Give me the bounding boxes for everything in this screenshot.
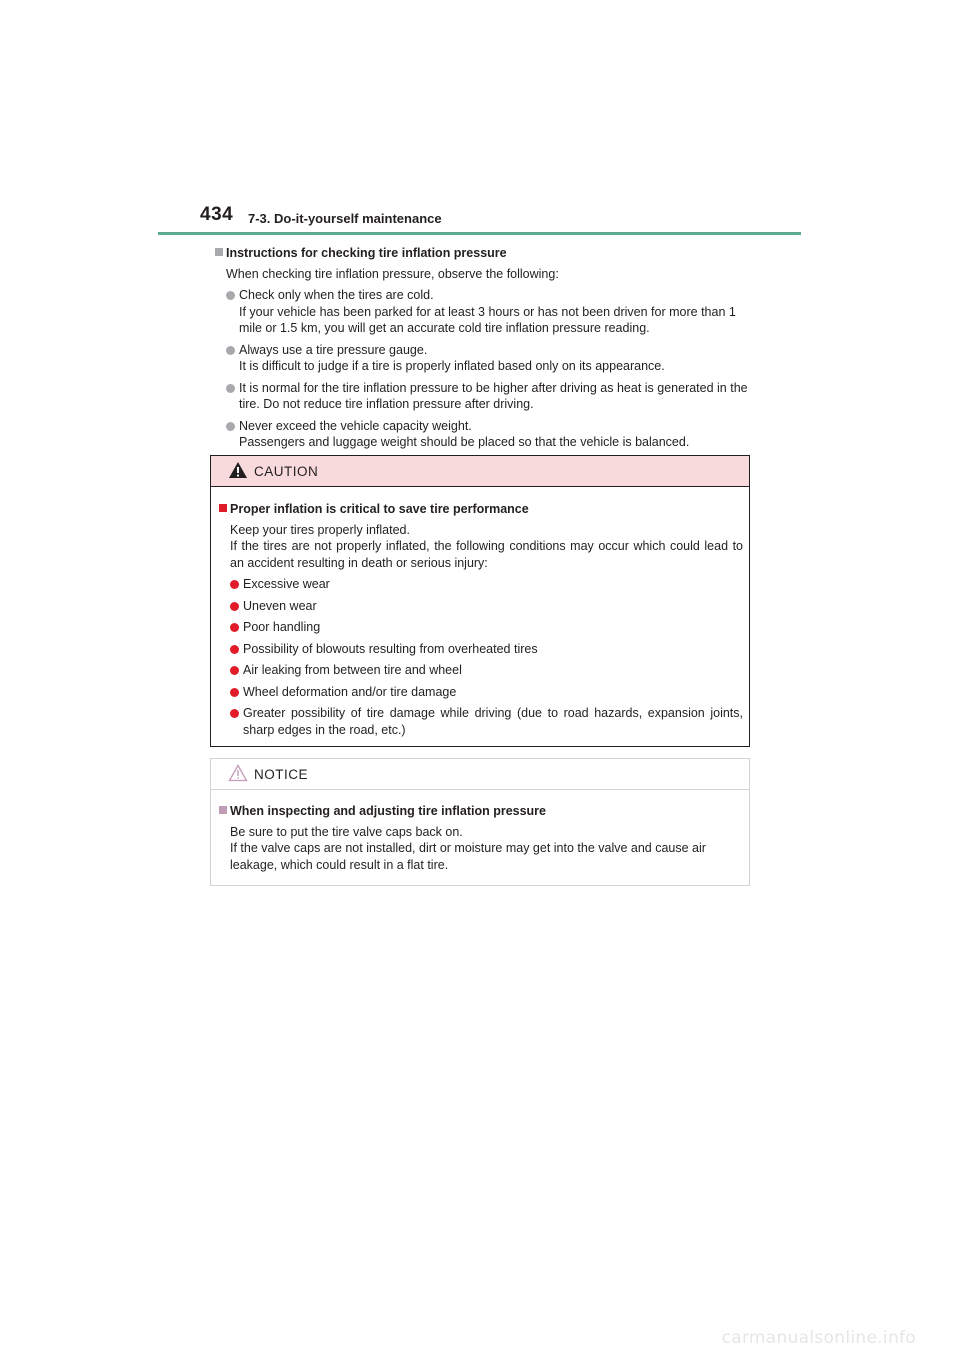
list-item-text: Air leaking from between tire and wheel [243, 663, 462, 677]
list-item [215, 342, 755, 375]
notice-header [211, 759, 749, 790]
list-item [219, 598, 743, 615]
square-bullet-icon [215, 248, 223, 256]
caution-heading [219, 501, 743, 518]
caution-box [210, 455, 750, 747]
notice-triangle-icon [228, 764, 248, 782]
list-item-text: Possibility of blowouts resulting from overheated tires [243, 641, 538, 656]
list-item [219, 619, 743, 636]
list-item-text: Excessive wear [243, 577, 330, 591]
bullet-dot-icon [226, 422, 235, 431]
notice-body [219, 803, 743, 873]
section-title: 7-3. Do-it-yourself maintenance [248, 211, 442, 226]
list-item-title: Check only when the tires are cold. [239, 288, 434, 302]
instructions-list [215, 287, 755, 451]
list-item [215, 380, 755, 413]
notice-box [210, 758, 750, 886]
list-item [215, 287, 755, 337]
list-item-text: Uneven wear [243, 598, 317, 613]
list-item-text: Greater possibility of tire damage while driving (due to road hazards, expansion joints, sharp edges in the road, etc.) [243, 706, 743, 737]
list-item-text: It is difficult to judge if a tire is properly inflated based only on its appearance. [239, 359, 665, 373]
instructions-intro: When checking tire inflation pressure, observe the following: [226, 266, 559, 281]
bullet-dot-icon [226, 346, 235, 355]
caution-body [219, 501, 743, 738]
list-item-text: Passengers and luggage weight should be placed so that the vehicle is balanced. [239, 435, 690, 449]
instructions-heading-text: Instructions for checking tire inflation pressure [226, 246, 507, 260]
bullet-dot-icon [230, 602, 239, 611]
list-item-text: It is normal for the tire inflation pressure to be higher after driving as heat is generated in the tire. Do not reduce tire inflation pressure after driving. [239, 380, 748, 411]
bullet-dot-icon [230, 688, 239, 697]
watermark: carmanualsonline.info [721, 1328, 916, 1348]
notice-text-2: If the valve caps are not installed, dirt or moisture may get into the valve and cause air leakage, which could result in a flat tire. [230, 841, 706, 872]
caution-intro-2: If the tires are not properly inflated, the following conditions may occur which could lead to an accident resulting in death or serious injury: [230, 539, 743, 570]
notice-label: NOTICE [254, 767, 309, 782]
instructions-section [215, 245, 755, 451]
list-item-text: Poor handling [243, 620, 321, 634]
square-bullet-icon [219, 806, 227, 814]
list-item [215, 418, 755, 451]
list-item-title: Always use a tire pressure gauge. [239, 342, 428, 357]
caution-intro-1: Keep your tires properly inflated. [230, 522, 410, 537]
list-item-text: Wheel deformation and/or tire damage [243, 684, 457, 699]
caution-heading-text: Proper inflation is critical to save tire performance [230, 502, 529, 516]
notice-heading [219, 803, 743, 820]
notice-text-1: Be sure to put the tire valve caps back on. [230, 824, 463, 839]
bullet-dot-icon [226, 384, 235, 393]
list-item [219, 641, 743, 658]
caution-header [211, 456, 749, 487]
bullet-dot-icon [226, 291, 235, 300]
bullet-dot-icon [230, 645, 239, 654]
list-item [219, 684, 743, 701]
page-header [0, 0, 960, 240]
list-item-title: Never exceed the vehicle capacity weight. [239, 418, 472, 433]
list-item [219, 576, 743, 593]
caution-list [219, 576, 743, 738]
bullet-dot-icon [230, 623, 239, 632]
header-rule [158, 232, 801, 235]
list-item-text: If your vehicle has been parked for at least 3 hours or has not been driven for more than 1 mile or 1.5 km, you will get an accurate cold tire inflation pressure reading. [239, 304, 736, 335]
page-number: 434 [200, 204, 234, 225]
list-item [219, 662, 743, 679]
square-bullet-icon [219, 504, 227, 512]
bullet-dot-icon [230, 580, 239, 589]
warning-triangle-icon [228, 461, 248, 479]
notice-heading-text: When inspecting and adjusting tire inflation pressure [230, 804, 547, 818]
list-item [219, 705, 743, 738]
bullet-dot-icon [230, 709, 239, 718]
caution-label: CAUTION [254, 464, 319, 479]
bullet-dot-icon [230, 666, 239, 675]
instructions-heading [215, 245, 755, 262]
